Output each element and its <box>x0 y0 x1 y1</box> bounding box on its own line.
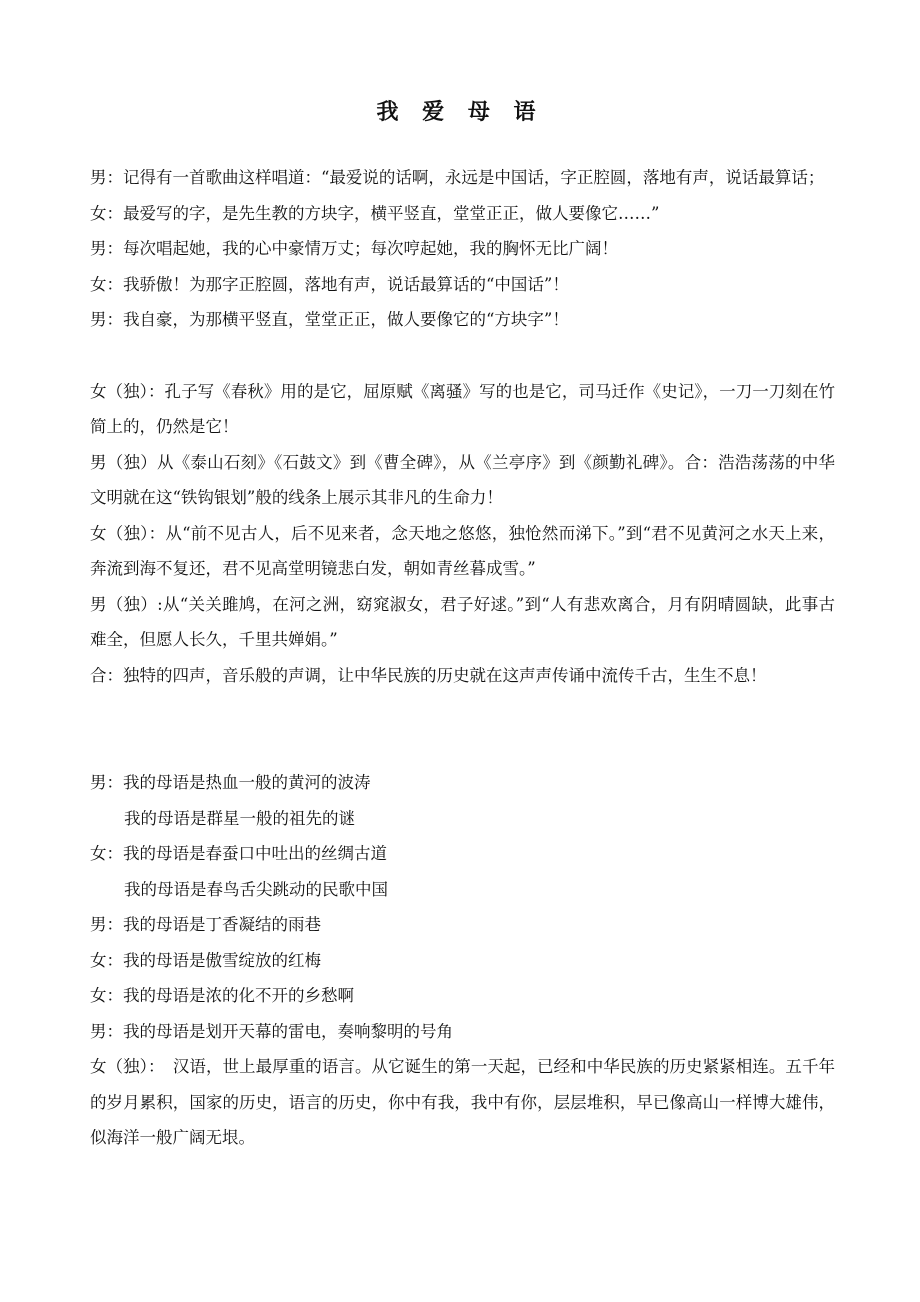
paragraph-female-proud: 女：我骄傲！为那字正腔圆，落地有声，说话最算话的“中国话”！ <box>90 274 569 294</box>
document-body <box>90 160 835 1156</box>
paragraph-male-lilac: 男：我的母语是丁香凝结的雨巷 <box>90 915 321 934</box>
paragraph-male-solo-calligraphy: 男（独）从《泰山石刻》《石鼓文》到《曹全碑》，从《兰亭序》到《颜勤礼碑》。合：浩浩荡荡的中华文明就在这“铁钩银划”般的线条上展示其非凡的生命力！ <box>90 452 835 507</box>
paragraph-female-mother-tongue-1: 女：我的母语是春蚕口中吐出的丝绸古道 <box>90 844 387 863</box>
paragraph-male-singing: 男：每次唱起她，我的心中豪情万丈；每次哼起她，我的胸怀无比广阔！ <box>90 239 618 258</box>
paragraph-male-solo-poems: 男（独）:从“关关雎鸠，在河之洲，窈窕淑女，君子好逑。”到“人有悲欢离合，月有阴晴圆缺，此事古难全，但愿人长久，千里共婵娟。” <box>90 594 835 649</box>
paragraph-male-song-intro: 男：记得有一首歌曲这样唱道：“最爱说的话啊，永远是中国话，字正腔圆，落地有声，说话最算话； <box>90 168 825 187</box>
paragraph-chorus-four-tones: 合：独特的四声，音乐般的声调，让中华民族的历史就在这声声传诵中流传千古，生生不息！ <box>90 665 767 685</box>
paragraph-female-solo-poems: 女（独）：从“前不见古人，后不见来者，念天地之悠悠，独怆然而涕下。”到“君不见黄河之水天上来，奔流到海不复还，君不见高堂明镜悲白发，朝如青丝暮成雪。” <box>90 523 835 578</box>
paragraph-female-mother-tongue-2: 我的母语是春鸟舌尖跳动的民歌中国 <box>124 879 388 899</box>
section-spacer <box>90 338 835 374</box>
paragraph-male-mother-tongue-2: 我的母语是群星一般的祖先的谜 <box>124 808 355 828</box>
document-title: 我 爱 母 语 <box>376 99 544 125</box>
paragraph-male-thunder: 男：我的母语是划开天幕的雷电，奏响黎明的号角 <box>90 1021 453 1041</box>
paragraph-female-plum: 女：我的母语是傲雪绽放的红梅 <box>90 950 321 970</box>
paragraph-female-nostalgia: 女：我的母语是浓的化不开的乡愁啊 <box>90 986 354 1005</box>
paragraph-female-solo-chinese: 女（独）： 汉语，世上最厚重的语言。从它诞生的第一天起，已经和中华民族的历史紧紧相连。五千年的岁月累积，国家的历史，语言的历史，你中有我，我中有你，层层堆积，早已像高山一样博大雄伟，似海洋一般广阔无垠。 <box>90 1057 835 1147</box>
section-spacer <box>90 693 835 765</box>
paragraph-female-square-characters: 女：最爱写的字，是先生教的方块字，横平竖直，堂堂正正，做人要像它……” <box>90 203 660 223</box>
paragraph-male-mother-tongue-1: 男：我的母语是热血一般的黄河的波涛 <box>90 773 371 792</box>
paragraph-female-solo-classics: 女（独）：孔子写《春秋》用的是它，屈原赋《离骚》写的也是它，司马迁作《史记》，一刀一刀刻在竹简上的，仍然是它！ <box>90 381 835 436</box>
paragraph-male-proud: 男：我自豪，为那横平竖直，堂堂正正，做人要像它的“方块字”！ <box>90 310 569 329</box>
